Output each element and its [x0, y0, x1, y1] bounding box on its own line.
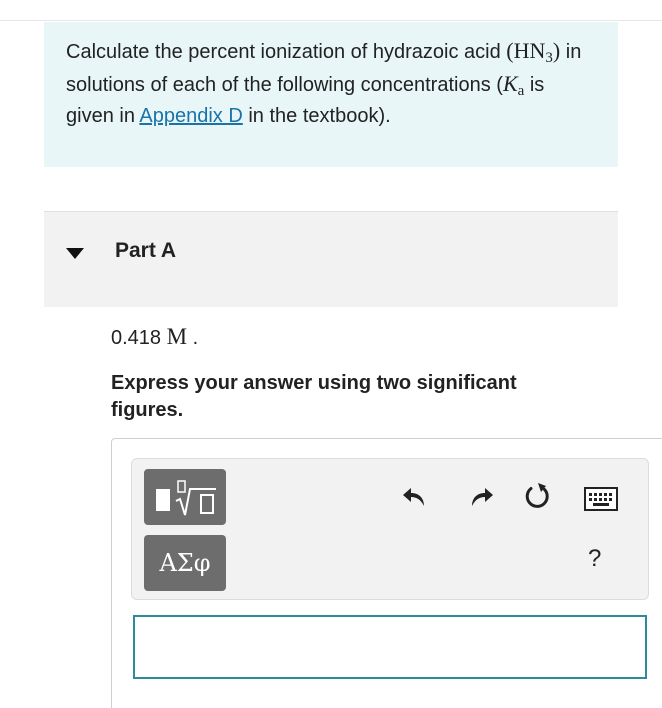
redo-icon[interactable]: [466, 482, 496, 512]
symbols-button[interactable]: [144, 535, 226, 591]
question-text-3: is given in: [66, 74, 545, 127]
ka-symbol: K: [502, 71, 518, 96]
templates-icon: [144, 469, 226, 525]
part-title: Part A: [115, 239, 177, 262]
concentration-value: 0.418: [111, 327, 162, 349]
help-button[interactable]: ?: [588, 545, 602, 572]
concentration-label: [111, 324, 198, 350]
appendix-link[interactable]: Appendix D: [139, 105, 243, 127]
reset-icon[interactable]: [522, 480, 554, 512]
question-text-2: in solutions of each of the following concentrations (: [66, 41, 582, 96]
question-text-4: in the textbook).: [242, 105, 391, 127]
top-divider: [0, 20, 662, 21]
question-text-1: Calculate the percent ionization of hydrazoic acid: [66, 41, 507, 63]
symbols-label: ΑΣφ: [159, 549, 211, 577]
collapse-triangle-icon[interactable]: [66, 248, 84, 259]
templates-button[interactable]: [144, 469, 226, 525]
answer-input[interactable]: [133, 615, 647, 679]
formula-subscript: 3: [545, 50, 553, 66]
concentration-suffix: .: [192, 327, 199, 349]
formula-paren-open: (: [506, 38, 514, 63]
keyboard-icon[interactable]: [584, 487, 618, 511]
undo-icon[interactable]: [400, 482, 430, 512]
equation-toolbar: [131, 458, 649, 600]
concentration-unit: M: [166, 324, 188, 349]
formula-main: HN: [513, 38, 546, 63]
formula-paren-close: ): [552, 38, 561, 63]
answer-instruction: Express your answer using two significant figures.: [111, 372, 517, 421]
question-intro: [44, 22, 618, 167]
part-a-header[interactable]: [44, 211, 618, 307]
ka-subscript: a: [517, 83, 525, 99]
